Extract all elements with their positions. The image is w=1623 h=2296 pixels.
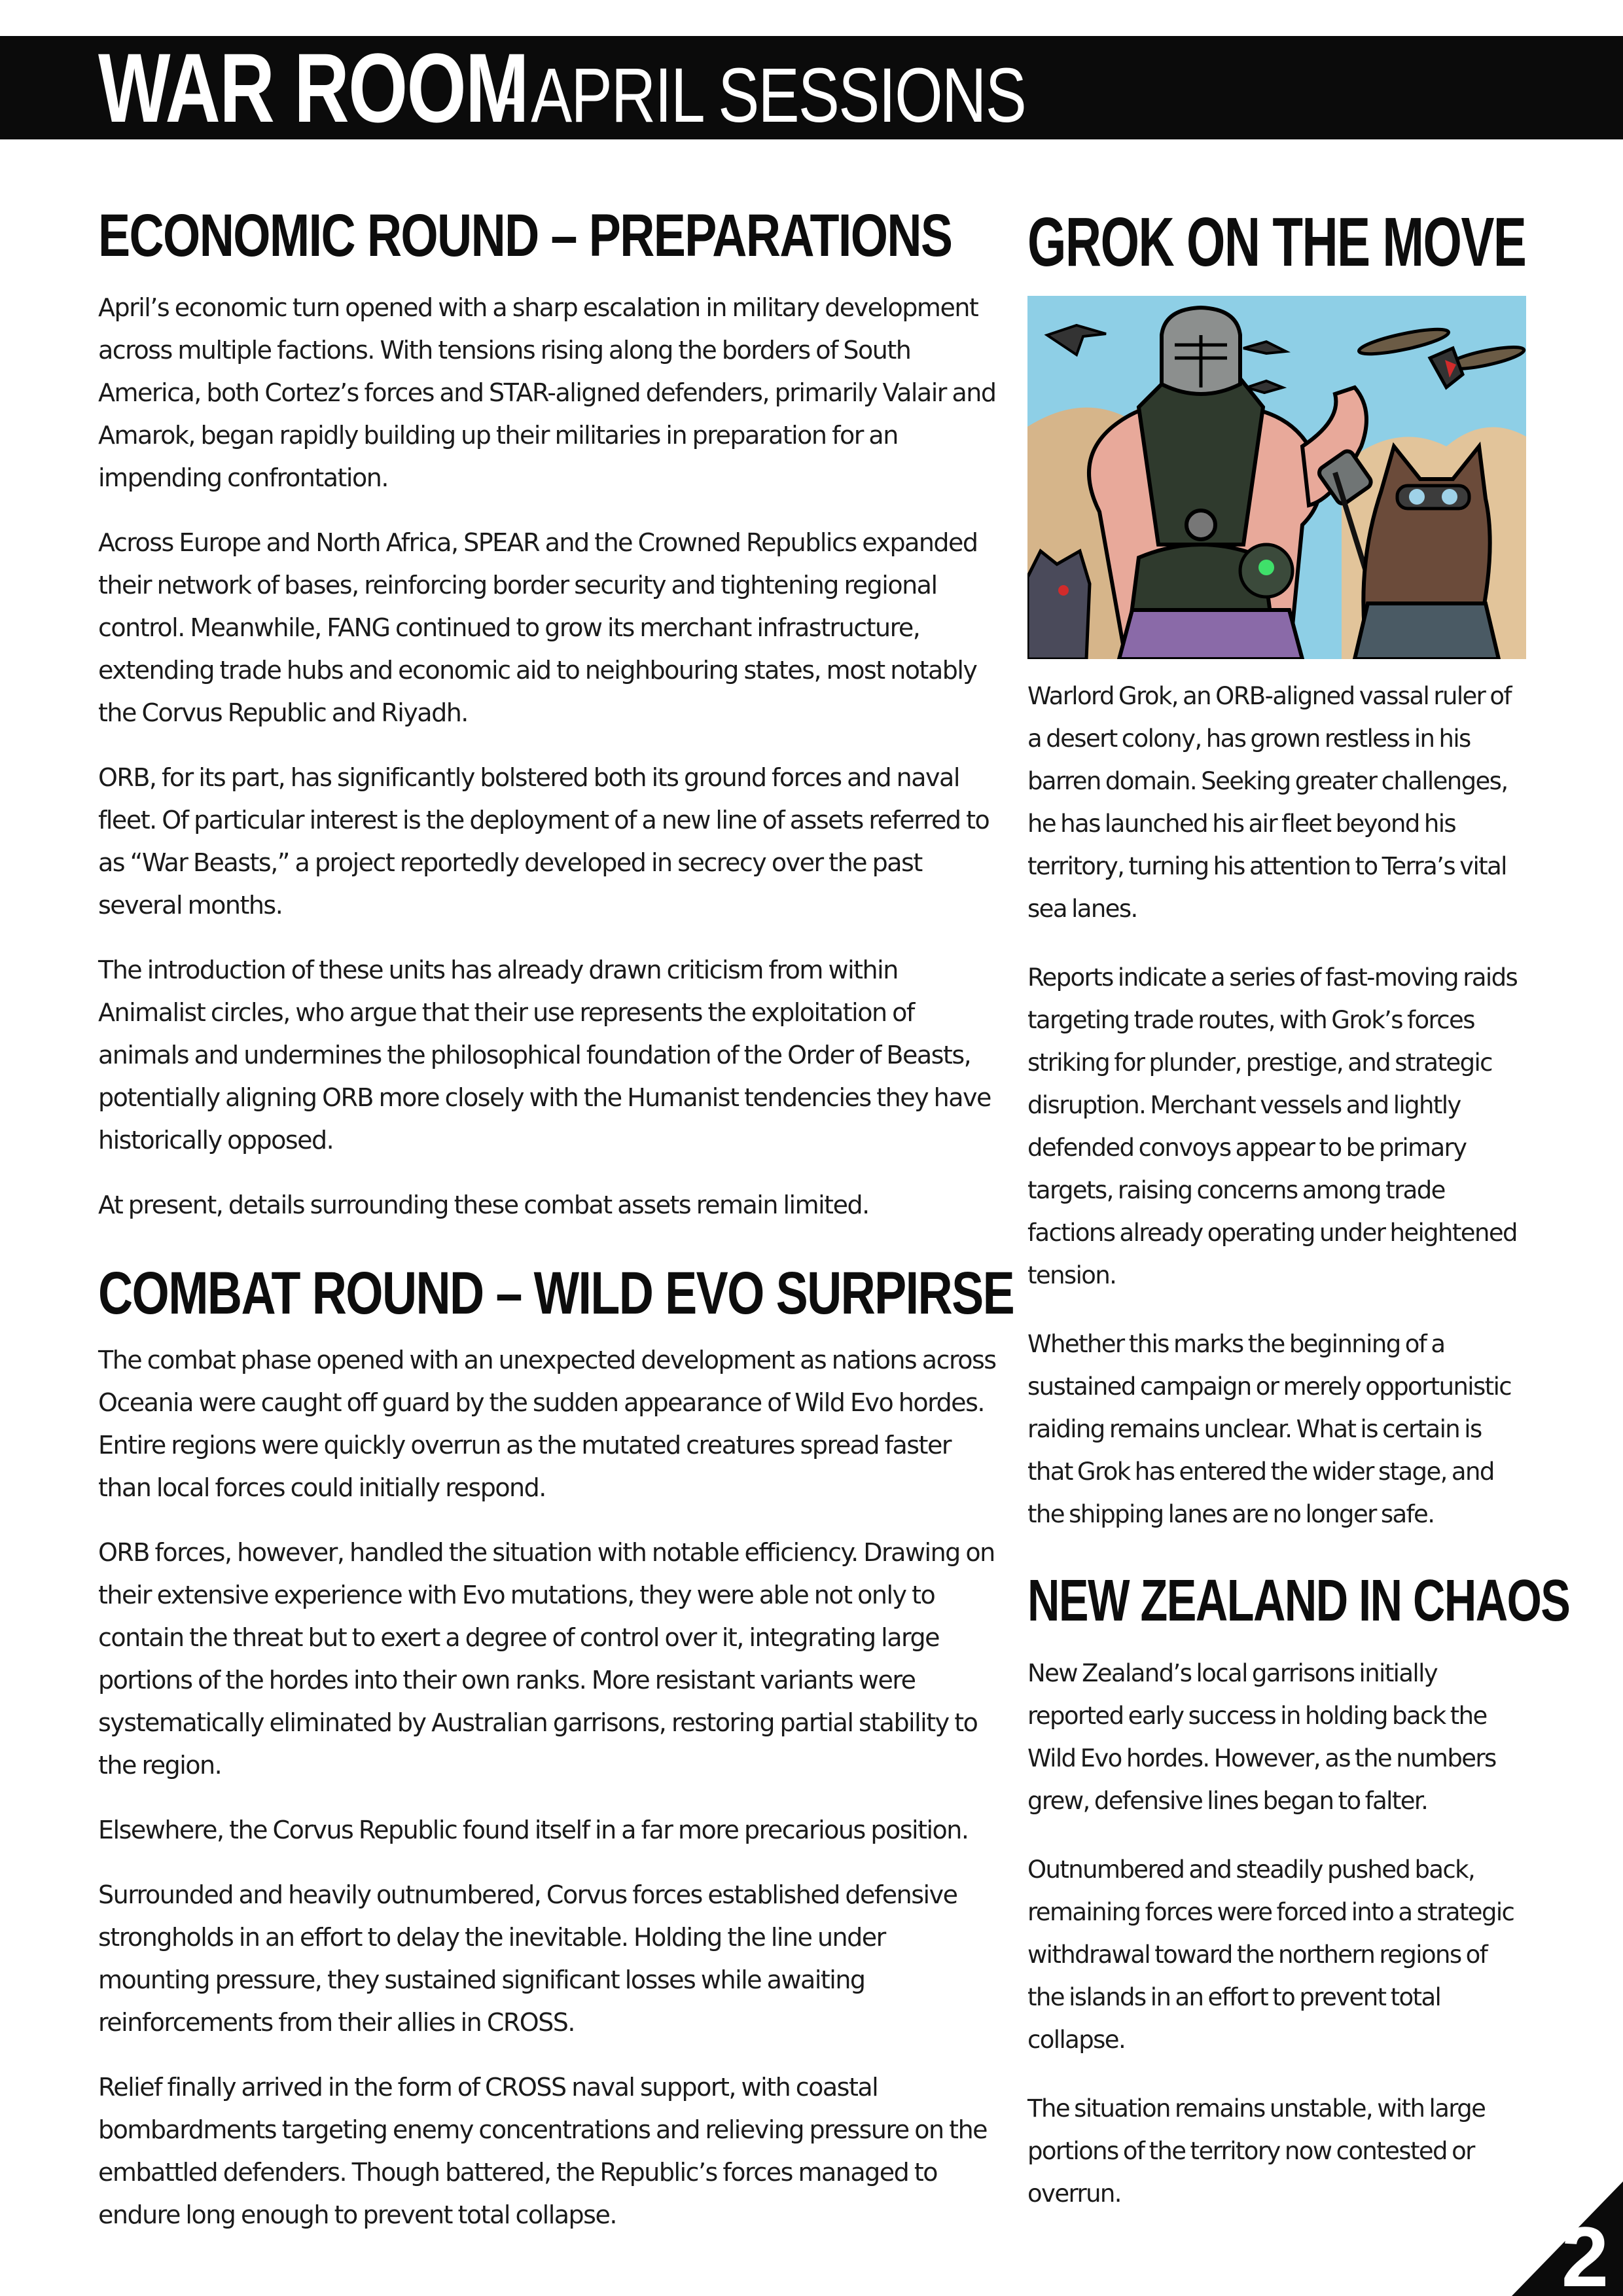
page-title: [98, 36, 1158, 139]
page-number: 2: [1561, 2209, 1609, 2296]
right-column: [1027, 196, 1570, 2241]
paragraph: Warlord Grok, an ORB-aligned vassal ruler of a desert colony, has grown restless in his barren domain. Seeking greater challenges, he has launched his air fleet beyond his territory, turning his attention to Terra’s vital sea lanes.: [1027, 682, 1511, 923]
paragraph: The introduction of these units has already drawn criticism from within Animalist circles, who argue that their use represents the exploitation of animals and undermines the philosophical foundation of the Order of Beasts, potentially aligning ORB more closely with the Humanist tendencies they have historically opposed.: [98, 956, 991, 1155]
paragraph: The situation remains unstable, with large portions of the territory now contested or overrun.: [1027, 2094, 1486, 2208]
paragraph: Elsewhere, the Corvus Republic found itself in a far more precarious position.: [98, 1816, 969, 1844]
paragraph: New Zealand’s local garrisons initially reported early success in holding back the Wild Evo hordes. However, as the numbers grew, defensive lines began to falter.: [1027, 1659, 1496, 1815]
paragraph: ORB, for its part, has significantly bolstered both its ground forces and naval fleet. Of particular interest is the deployment of a new line of assets referred to as “War Beasts,” a project reportedly developed in secrecy over the past several months.: [98, 763, 990, 920]
paragraph: Relief finally arrived in the form of CROSS naval support, with coastal bombardments targeting enemy concentrations and relieving pressure on the embattled defenders. Though battered, the Republic’s forces managed to endure long enough to prevent total collapse.: [98, 2073, 988, 2229]
title-subtitle: - APRIL SESSIONS: [499, 52, 1026, 139]
section-heading-economic: ECONOMIC ROUND – PREPARATIONS: [98, 202, 952, 269]
paragraph: Outnumbered and steadily pushed back, remaining forces were forced into a strategic withdrawal toward the northern regions of the islands in an effort to prevent total collapse.: [1027, 1856, 1514, 2054]
section-heading-new-zealand: NEW ZEALAND IN CHAOS: [1027, 1568, 1570, 1634]
section-heading-combat: COMBAT ROUND – WILD EVO SURPIRSE: [98, 1260, 1014, 1327]
paragraph: At present, details surrounding these combat assets remain limited.: [98, 1191, 869, 1219]
header-banner: [0, 36, 1623, 139]
paragraph: Whether this marks the beginning of a sustained campaign or merely opportunistic raiding remains unclear. What is certain is that Grok has entered the wider stage, and the shipping lanes are no longer safe.: [1027, 1330, 1511, 1528]
left-column: [98, 196, 1014, 2259]
page-number-badge: [1512, 2181, 1623, 2296]
title-bold: WAR ROOM: [98, 36, 528, 139]
paragraph: Surrounded and heavily outnumbered, Corvus forces established defensive strongholds in an effort to delay the inevitable. Holding the line under mounting pressure, they sustained significant losses while awaiting reinforcements from their allies in CROSS.: [98, 1880, 957, 2037]
paragraph: ORB forces, however, handled the situation with notable efficiency. Drawing on their extensive experience with Evo mutations, they were able not only to contain the threat but to exert a degree of control over it, integrating large portions of the hordes into their own ranks. More resistant variants were systematically eliminated by Australian garrisons, restoring partial stability to the region.: [98, 1538, 995, 1780]
paragraph: Across Europe and North Africa, SPEAR and the Crowned Republics expanded their network of bases, reinforcing border security and tightening regional control. Meanwhile, FANG continued to grow its merchant infrastructure, extending trade hubs and economic aid to neighbouring states, most notably the Corvus Republic and Riyadh.: [98, 528, 978, 727]
paragraph: The combat phase opened with an unexpected development as nations across Oceania were caught off guard by the sudden appearance of Wild Evo hordes. Entire regions were quickly overrun as the mutated creatures spread faster than local forces could initially respond.: [98, 1346, 996, 1502]
paragraph: Reports indicate a series of fast-moving raids targeting trade routes, with Grok’s forces striking for plunder, prestige, and strategic disruption. Merchant vessels and lightly defended convoys appear to be primary targets, raising concerns among trade factions already operating under heightened tension.: [1027, 963, 1518, 1289]
warlord-grok-illustration: [1027, 296, 1526, 659]
paragraph: April’s economic turn opened with a sharp escalation in military development across multiple factions. With tensions rising along the borders of South America, both Cortez’s forces and STAR-aligned defenders, primarily Valair and Amarok, began rapidly building up their militaries in preparation for an impending confrontation.: [98, 293, 996, 492]
section-heading-grok: GROK ON THE MOVE: [1027, 204, 1526, 281]
